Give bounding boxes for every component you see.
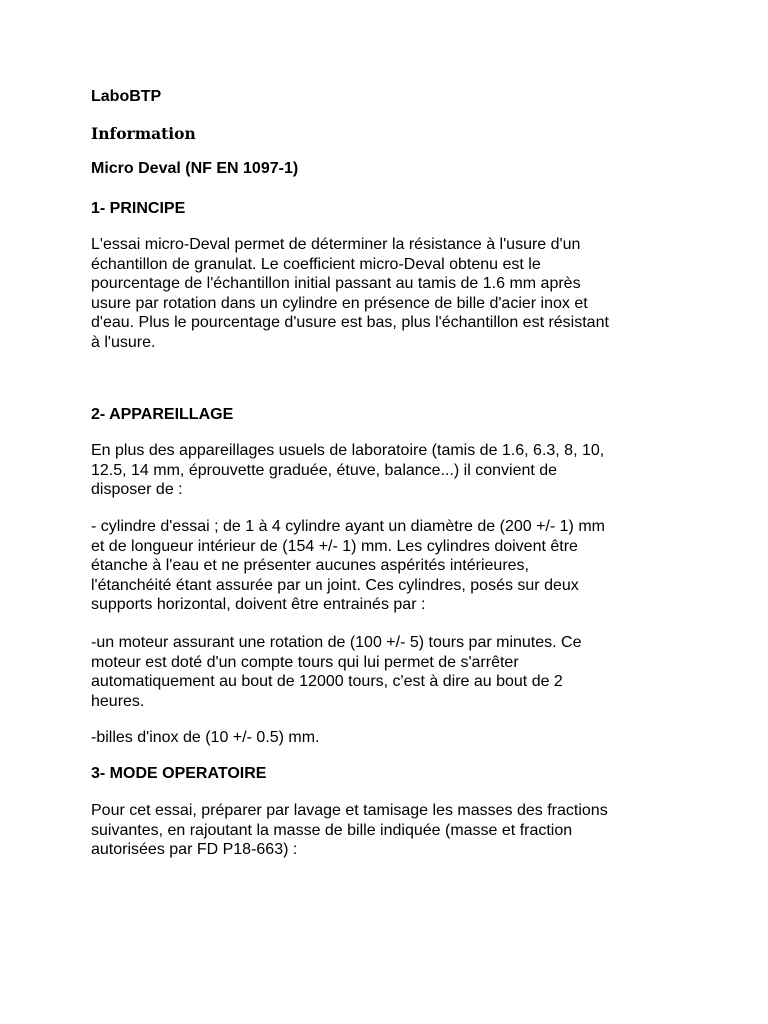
paragraph-moteur xyxy=(91,633,691,711)
paragraph-line: l'étanchéité étant assurée par un joint. Ces cylindres, posés sur deux xyxy=(91,576,579,594)
heading-appareillage: 2- APPAREILLAGE xyxy=(91,406,234,423)
paragraph-line: pourcentage de l'échantillon initial passant au tamis de 1.6 mm après xyxy=(91,275,581,292)
paragraph-line: moteur est doté d'un compte tours qui lui permet de s'arrêter xyxy=(91,653,519,671)
heading-principe: 1- PRINCIPE xyxy=(91,200,186,217)
paragraph-principe xyxy=(91,235,691,352)
paragraph-line: - cylindre d'essai ; de 1 à 4 cylindre ayant un diamètre de (200 +/- 1) mm xyxy=(91,518,605,535)
paragraph-line: disposer de : xyxy=(91,481,183,498)
paragraph-line: d'eau. Plus le pourcentage d'usure est bas, plus l'échantillon est résistant xyxy=(91,314,609,331)
paragraph-line: suivantes, en rajoutant la masse de bille indiquée (masse et fraction xyxy=(91,821,573,839)
paragraph-line: étanche à l'eau et ne présenter aucunes aspérités intérieures, xyxy=(91,557,529,574)
paragraph-appareillage xyxy=(91,441,691,500)
paragraph-mode xyxy=(91,801,691,860)
section-heading: Information xyxy=(91,124,196,143)
paragraph-line: à l'usure. xyxy=(91,333,156,351)
paragraph-line: Pour cet essai, préparer par lavage et tamisage les masses des fractions xyxy=(91,802,608,819)
paragraph-line: autorisées par FD P18-663) : xyxy=(91,841,298,858)
paragraph-line: échantillon de granulat. Le coefficient micro-Deval obtenu est le xyxy=(91,255,541,273)
paragraph-billes: -billes d'inox de (10 +/- 0.5) mm. xyxy=(91,729,320,746)
paragraph-line: L'essai micro-Deval permet de déterminer la résistance à l'usure d'un xyxy=(91,236,581,253)
document-title: Micro Deval (NF EN 1097-1) xyxy=(91,160,299,177)
heading-mode-operatoire: 3- MODE OPERATOIRE xyxy=(91,765,267,782)
paragraph-line: En plus des appareillages usuels de laboratoire (tamis de 1.6, 6.3, 8, 10, xyxy=(91,442,605,459)
paragraph-line: automatiquement au bout de 12000 tours, c'est à dire au bout de 2 xyxy=(91,673,563,690)
paragraph-cylindre xyxy=(91,517,691,615)
paragraph-line: usure par rotation dans un cylindre en présence de bille d'acier inox et xyxy=(91,294,588,312)
paragraph-line: supports horizontal, doivent être entrainés par : xyxy=(91,596,426,613)
site-name: LaboBTP xyxy=(91,88,162,105)
paragraph-line: 12.5, 14 mm, éprouvette graduée, étuve, balance...) il convient de xyxy=(91,461,558,479)
paragraph-line: et de longueur intérieur de (154 +/- 1) mm. Les cylindres doivent être xyxy=(91,537,578,555)
paragraph-line: heures. xyxy=(91,692,145,710)
paragraph-line: -un moteur assurant une rotation de (100 +/- 5) tours par minutes. Ce xyxy=(91,634,582,651)
